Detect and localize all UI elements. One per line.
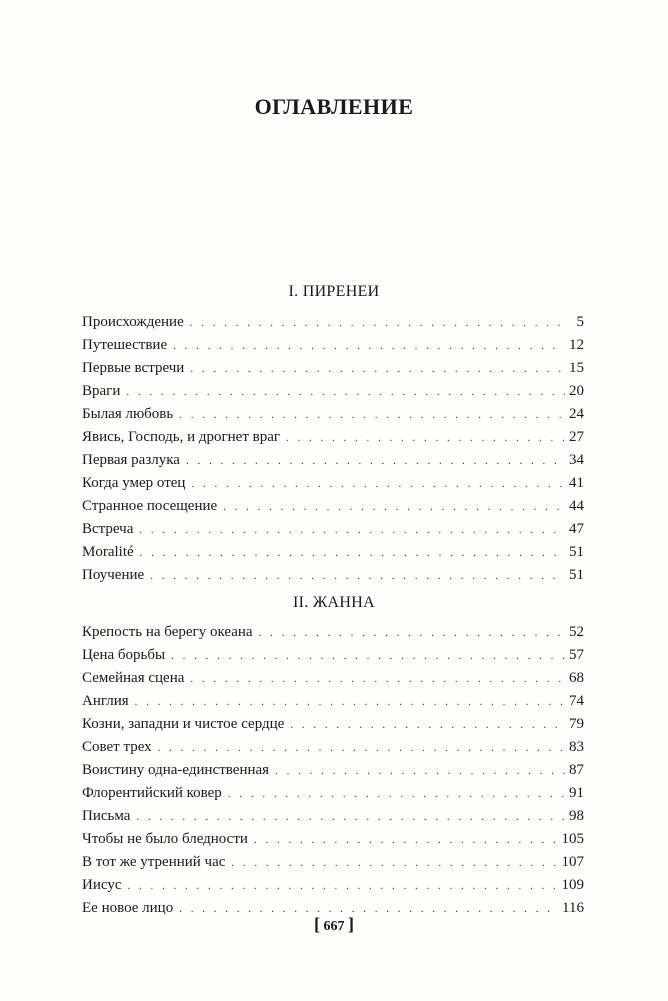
toc-entry[interactable] bbox=[82, 713, 584, 736]
toc-entry-page: 83 bbox=[569, 739, 584, 755]
toc-list-section-2 bbox=[82, 621, 584, 920]
dot-leader bbox=[228, 783, 565, 806]
toc-list-section-1 bbox=[82, 311, 584, 587]
left-bracket: [ bbox=[314, 914, 320, 934]
toc-entry-page: 51 bbox=[569, 567, 584, 583]
dot-leader bbox=[190, 358, 565, 381]
toc-entry-label: Чтобы не было бледности bbox=[82, 831, 248, 847]
toc-entry-label: Встреча bbox=[82, 521, 134, 537]
toc-entry[interactable] bbox=[82, 690, 584, 713]
dot-leader bbox=[158, 737, 565, 760]
section-heading-pyrenees: I. ПИРЕНЕИ bbox=[288, 283, 380, 300]
toc-entry-label: Первые встречи bbox=[82, 360, 185, 376]
toc-entry-page: 34 bbox=[569, 452, 584, 468]
toc-entry-page: 87 bbox=[569, 762, 584, 778]
dot-leader bbox=[179, 404, 565, 427]
toc-entry-label: Иисус bbox=[82, 877, 122, 893]
dot-leader bbox=[231, 852, 557, 875]
toc-entry-page: 74 bbox=[569, 693, 584, 709]
toc-entry[interactable] bbox=[82, 667, 584, 690]
toc-entry-page: 91 bbox=[569, 785, 584, 801]
toc-entry[interactable] bbox=[82, 472, 584, 495]
toc-entry-page: 12 bbox=[569, 337, 584, 353]
toc-entry-label: Совет трех bbox=[82, 739, 152, 755]
toc-entry-page: 68 bbox=[569, 670, 584, 686]
dot-leader bbox=[191, 473, 565, 496]
toc-entry[interactable] bbox=[82, 357, 584, 380]
toc-entry-page: 47 bbox=[569, 521, 584, 537]
toc-entry-label: Англия bbox=[82, 693, 129, 709]
dot-leader bbox=[275, 760, 565, 783]
toc-entry-label: Письма bbox=[82, 808, 131, 824]
dot-leader bbox=[190, 668, 565, 691]
dot-leader bbox=[290, 714, 565, 737]
toc-entry[interactable] bbox=[82, 874, 584, 897]
dot-leader bbox=[186, 450, 565, 473]
toc-entry-label: Когда умер отец bbox=[82, 475, 186, 491]
toc-entry[interactable] bbox=[82, 380, 584, 403]
toc-entry-label: Семейная сцена bbox=[82, 670, 185, 686]
dot-leader bbox=[127, 875, 557, 898]
toc-entry[interactable] bbox=[82, 828, 584, 851]
toc-entry-label: Явись, Господь, и дрогнет враг bbox=[82, 429, 281, 445]
toc-entry-label: В тот же утренний час bbox=[82, 854, 226, 870]
dot-leader bbox=[190, 312, 566, 335]
toc-entry-page: 105 bbox=[561, 831, 584, 847]
toc-entry-label: Враги bbox=[82, 383, 121, 399]
toc-entry[interactable] bbox=[82, 403, 584, 426]
dot-leader bbox=[259, 622, 565, 645]
toc-entry[interactable] bbox=[82, 518, 584, 541]
toc-entry-page: 15 bbox=[569, 360, 584, 376]
dot-leader bbox=[223, 496, 565, 519]
page-number bbox=[0, 914, 668, 935]
dot-leader bbox=[171, 645, 565, 668]
toc-entry-page: 20 bbox=[569, 383, 584, 399]
toc-entry-page: 109 bbox=[561, 877, 584, 893]
toc-entry[interactable] bbox=[82, 644, 584, 667]
page-number-value: 667 bbox=[323, 919, 345, 934]
toc-entry-page: 52 bbox=[569, 624, 584, 640]
toc-entry-label: Воистину одна-единственная bbox=[82, 762, 270, 778]
page-title: ОГЛАВЛЕНИЕ bbox=[254, 94, 414, 119]
dot-leader bbox=[139, 519, 565, 542]
dot-leader bbox=[173, 335, 565, 358]
section-heading-jeanne: II. ЖАННА bbox=[293, 594, 375, 611]
dot-leader bbox=[136, 806, 565, 829]
toc-entry[interactable] bbox=[82, 334, 584, 357]
dot-leader bbox=[254, 829, 558, 852]
toc-entry-page: 44 bbox=[569, 498, 584, 514]
toc-entry-page: 41 bbox=[569, 475, 584, 491]
toc-entry-label: Крепость на берегу океана bbox=[82, 624, 253, 640]
toc-entry-label: Поучение bbox=[82, 567, 145, 583]
toc-entry-page: 116 bbox=[562, 900, 584, 916]
toc-entry-label: Путешествие bbox=[82, 337, 168, 353]
toc-entry[interactable] bbox=[82, 805, 584, 828]
toc-entry-page: 98 bbox=[569, 808, 584, 824]
toc-entry-page: 79 bbox=[569, 716, 584, 732]
toc-entry[interactable] bbox=[82, 564, 584, 587]
toc-entry-page: 5 bbox=[576, 314, 584, 330]
toc-entry-page: 107 bbox=[561, 854, 584, 870]
toc-entry-label: Странное посещение bbox=[82, 498, 218, 514]
toc-entry-page: 51 bbox=[569, 544, 584, 560]
toc-entry-label: Происхождение bbox=[82, 314, 184, 330]
right-bracket: ] bbox=[348, 914, 354, 934]
toc-entry-label: Первая разлука bbox=[82, 452, 180, 468]
toc-entry[interactable] bbox=[82, 311, 584, 334]
toc-entry[interactable] bbox=[82, 541, 584, 564]
toc-entry[interactable] bbox=[82, 851, 584, 874]
toc-entry-label: Флорентийский ковер bbox=[82, 785, 222, 801]
toc-entry-page: 27 bbox=[569, 429, 584, 445]
toc-entry[interactable] bbox=[82, 495, 584, 518]
toc-entry-label: Былая любовь bbox=[82, 406, 174, 422]
toc-entry[interactable] bbox=[82, 736, 584, 759]
toc-entry[interactable] bbox=[82, 759, 584, 782]
toc-entry[interactable] bbox=[82, 782, 584, 805]
toc-entry-label: Козни, западни и чистое сердце bbox=[82, 716, 285, 732]
toc-entry-page: 24 bbox=[569, 406, 584, 422]
toc-entry-label: Moralité bbox=[82, 544, 134, 560]
toc-entry[interactable] bbox=[82, 449, 584, 472]
dot-leader bbox=[135, 691, 565, 714]
toc-entry-label: Ее новое лицо bbox=[82, 900, 174, 916]
dot-leader bbox=[140, 542, 565, 565]
toc-entry[interactable] bbox=[82, 621, 584, 644]
toc-entry[interactable] bbox=[82, 426, 584, 449]
dot-leader bbox=[150, 565, 565, 588]
dot-leader bbox=[286, 427, 565, 450]
toc-entry-label: Цена борьбы bbox=[82, 647, 166, 663]
toc-entry-page: 57 bbox=[569, 647, 584, 663]
dot-leader bbox=[126, 381, 565, 404]
